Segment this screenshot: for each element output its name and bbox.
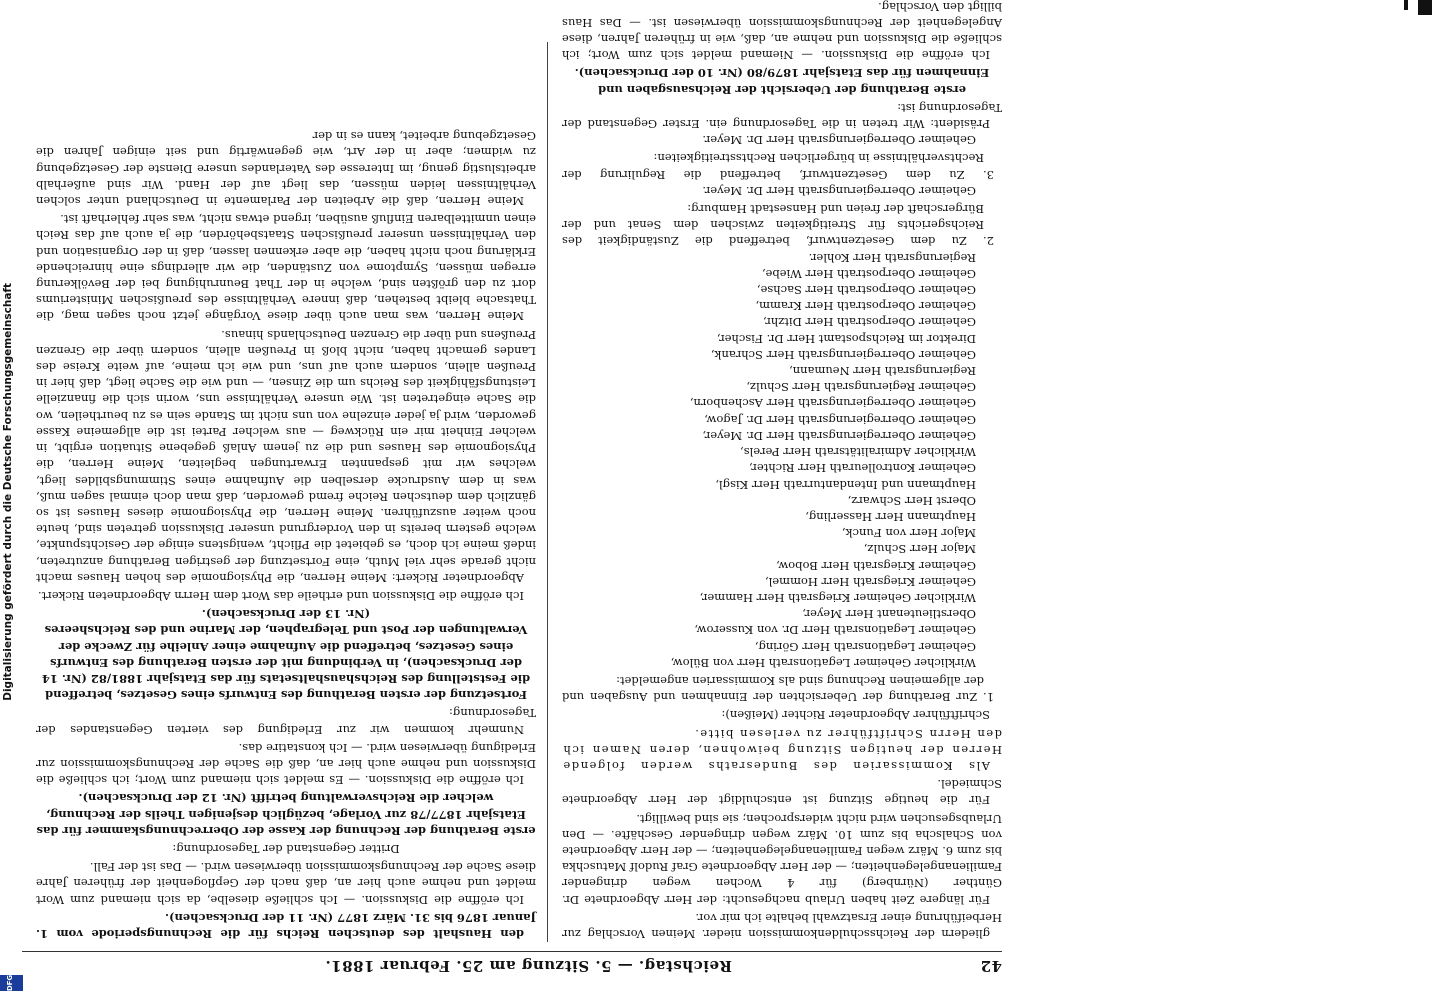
list-item: Geheimer Oberpostrath Herr Sachse, [756,283,976,298]
page-header [42,956,1002,976]
paragraph: Für die heutige Sitzung ist entschuldigt der Herr Abgeordnete Schmiedel. [562,777,1002,808]
commissioner-list [562,132,976,148]
page-number: 42 [980,957,1002,975]
list-item: Wirklicher Geheimer Kriegsrath Herr Hammer, [699,590,976,605]
list-item: Geheimer Kontrolleurath Herr Richter, [749,461,976,476]
list-item: Geheimer Oberregierungsrath Herr Dr. Jagow, [704,412,976,427]
list-item: Direktor im Reichspostamt Herr Dr. Fischer, [716,331,976,346]
list-item: Wirklicher Admiralitätsrath Herr Perels, [740,445,976,460]
paragraph: Abgeordneter Rickert: Meine Herren, die Physiognomie des hohen Hauses macht nicht gerade sehr viel Muth, eine Fortsetzung der gestrigen Berathung anzutreten, indeß meine ich doch, es gebietet die Pflicht, wenigstens einige der Gesichtspunkte, welche gestern bereits in den Vordergrund unserer Diskussion getreten sind, heute noch weiter auszuführen. Meine Herren, die Physiognomie dieses Hauses ist so gänzlich dem deutschen Reiche fremd geworden, daß man doch einmal sagen muß, was in dem Ausdrucke derselben die Aufnahme eines Stimmungsbildes liegt, welches wir mit gespannten Erwartungen begleiten, Meine Herren, die Physiognomie des Hauses und die zu jenem Anlaß gegebene Situation ergibt, in welcher Einheit mir ein Rückweg — aus welcher Partei ist die allgemeine Kasse geworden, wird ja jeder einzelne von uns nicht im Stande sein es zu beurtheilen, wo die Sache eingetreten ist. Wie unsere Verhältnisse uns, worin sich die finanzielle Leistungsfähigkeit des Reichs um die Zinsen, — und wie die Sache liegt, daß hier in Preußen allein, sondern auch auf uns, und wie ich meine, auf weite Kreise des Landes gemacht haben, nicht bloß in Preußen allein, sondern über die Grenzen Preußens und über die Grenzen Deutschlands hinaus. [36,327,536,585]
header-rule [22,951,1002,952]
commissioner-list [562,183,976,199]
list-item: 1. Zur Berathung der Uebersichten der Einnahmen und Ausgaben und der allgemeinen Rechnung sind als Kommissarien angemeldet: [562,673,994,705]
paragraph: Meine Herren, was man auch über diese Vorgänge jetzt noch sagen mag, die Thatsache bleibt bestehen, daß innere Verhältnisse des preußischen Ministeriums dort zu den größten sind, welche in der That Beunruhigung bei der Bevölkerung erregen müssen, Symptome von Zuständen, die wir allerdings eine hinreichende Erklärung noch nicht haben, die aber erkennen lassen, daß in der Organisation und den Verhältnissen unserer preußischen Staatsbehörden, die ja auch auf das Reich einen unmittelbaren Einfluß ausüben, irgend etwas nicht, was sehr fehlerhaft ist. [36,212,536,324]
list-item: Regierungsrath Herr Kohler. [808,250,976,265]
paragraph: Ich eröffne die Diskussion. — Ich schließe dieselbe, da sich niemand zum Wort meldet und nehme auch hier an, daß nach der Gepflogenheit der früheren Jahre diese Sache der Rechnungskommission überwiesen wird. — Das ist der Fall. [36,860,536,907]
list-item: 2. Zu dem Gesetzentwurf, betreffend die Zuständigkeit des Reichsgerichts für Streitigkeiten zwischen dem Senat und der Bürgerschaft der freien und Hansestadt Hamburg: [562,202,994,249]
watermark-strip [0,0,20,1000]
list-item: Geheimer Legationsrath Herr Dr. von Kusserow, [694,623,976,638]
list-item: Major Herr von Funck, [841,526,976,541]
scan-mark [1404,0,1408,10]
paragraph: Meine Herren, daß die Arbeiten der Parlamente in Deutschland unter solchen Verhältnissen leiden müssen, das liegt auf der Hand. Wir sind außerhalb arbeitslustig genug, im Interesse des Vaterlandes unsere Dienste der Gesetzgebung zu widmen; aber in der Art, wie gegenwärtig und seit einigen Jahren die Gesetzgebung arbeitet, kann es in der [36,129,536,209]
list-item: Geheimer Oberregierungsrath Herr Dr. Meyer. [702,183,976,198]
paragraph: Ich eröffne die Diskussion. — Niemand meldet sich zum Wort; ich schließe die Diskussion und nehme an, daß, wie in früheren Jahren, diese Angelegenheit der Rechnungskommission überwiesen ist. — Das Haus billigt den Vorschlag. [562,0,1002,63]
paragraph: gliedern der Reichsschuldenkommission nieder. Meinen Vorschlag zur Herbeiführung einer Ersatzwahl behalte ich mir vor. [562,910,1002,941]
paragraph: Für längere Zeit haben Urlaub nachgesucht: der Herr Abgeordnete Dr. Günther (Nürnberg) für 4 Wochen wegen dringender Familienangelegenheiten; — der Herr Abgeordnete Graf Rudolf Matuschka bis zum 6. März wegen Familienangelegenheiten; — der Herr Abgeordnete von Schalscha bis zum 10. März wegen dringender Geschäfte. — Den Urlaubsgesuchen wird nicht widersprochen; sie sind bewilligt. [562,811,1002,907]
list-item: Geheimer Legationsrath Herr Göring, [754,639,976,654]
paragraph: Nunmehr kommen wir zur Erledigung des vierten Gegenstandes der Tagesordnung: [36,706,536,737]
agenda-heading: Dritter Gegenstand der Tagesordnung: [172,841,400,856]
left-column [562,0,1002,942]
agenda-item: den Haushalt des deutschen Reichs für die Rechnungsperiode vom 1. Januar 1876 bis 31. März 1877 (Nr. 11 der Drucksachen). [36,910,536,941]
list-item: Oberst Herr Schwarz, [847,493,976,508]
commissioner-list [562,249,976,670]
list-item: Oberstlieutenant Herr Meyer, [802,607,976,622]
list-item: Geheimer Oberregierungsrath Herr Dr. Meyer. [702,133,976,148]
agenda-item: erste Berathung der Uebersicht der Reichsausgaben und Einnahmen für das Etatsjahr 1879/80 (Nr. 10 der Drucksachen). [574,66,990,97]
watermark-text: Digitalisierung gefördert durch die Deutsche Forschungsgemeinschaft [2,283,14,701]
list-item: Hauptmann und Intendanturrath Herr Kisgl, [715,477,976,492]
list-item: Geheimer Oberregierungsrath Herr Schrank, [710,347,976,362]
column-divider [547,42,548,942]
list-item: Regierungsrath Herr Neumann, [789,364,976,379]
list-item: Geheimer Regierungsrath Herr Schulz, [746,380,976,395]
scan-mark [1418,0,1432,15]
right-column [36,126,536,942]
list-item: 3. Zu dem Gesetzentwurf, betreffend die Regulirung der Rechtsverhältnisse in bürgerlichen Rechtsstreitigkeiten: [562,151,994,182]
agenda-item: erste Berathung der Rechnung der Kasse der Oberrechnungskammer für das Etatsjahr 1877/78 zur Vorlage, bezüglich desjenigen Theils der Rechnung, welcher die Reichsverwaltung betrifft (Nr. 12 der Drucksachen). [36,791,536,838]
list-item: Major Herr Schulz, [863,542,976,557]
paragraph: Ich eröffne die Diskussion und ertheile das Wort dem Herrn Abgeordneten Rickert. [37,588,524,603]
list-item: Geheimer Oberregierungsrath Herr Dr. Meyer, [702,428,976,443]
list-item: Geheimer Oberpostrath Herr Wiebe, [761,266,976,281]
dfg-logo: DFG [0,975,23,991]
paragraph: Präsident: Wir treten in die Tagesordnung ein. Erster Gegenstand der Tagesordnung ist: [562,100,1002,132]
list-item: Geheimer Oberregierungsrath Herr Aschenborn, [689,396,976,411]
agenda-item: Fortsetzung der ersten Berathung des Entwurfs eines Gesetzes, betreffend die Feststellung des Reichshaushaltsetats für das Etatsjahr 1881/82 (Nr. 14 der Drucksachen), in Verbindung mit der ersten Berathung des Entwurfs eines Gesetzes, betreffend die Aufnahme einer Anleihe für Zwecke der Verwaltungen der Post und Telegraphen, der Marine und des Reichsheeres (Nr. 13 der Drucksachen). [41,607,531,703]
list-item: Geheimer Oberpostrath Herr Kramm, [755,299,976,314]
paragraph: Als Kommissarien des Bundesraths werden folgende Herren der heutigen Sitzung beiwohnen, deren Namen ich den Herrn Schriftführer zu verlesen bitte. [562,726,1002,773]
list-item: Wirklicher Geheimer Legationsrath Herr von Bülow, [670,655,976,670]
paragraph: Ich eröffne die Diskussion. — Es meldet sich niemand zum Wort; ich schließe die Diskussion und nehme auch hier an, daß die Sache der Rechnungskommission zur Erledigung überwiesen wird. — Ich konstatire das. [36,740,536,788]
list-item: Geheimer Kriegsrath Herr Bobow, [776,558,976,573]
list-item: Hauptmann Herr Hasserling, [805,509,976,524]
list-item: Geheimer Kriegsrath Herr Hommel, [764,574,976,589]
page-title: Reichstag. — 5. Sitzung am 25. Februar 1881. [325,957,732,975]
list-item: Geheimer Oberpostrath Herr Ditzhr, [762,315,976,330]
speaker-line: Schriftführer Abgeordneter Richter (Meißen): [721,708,990,723]
